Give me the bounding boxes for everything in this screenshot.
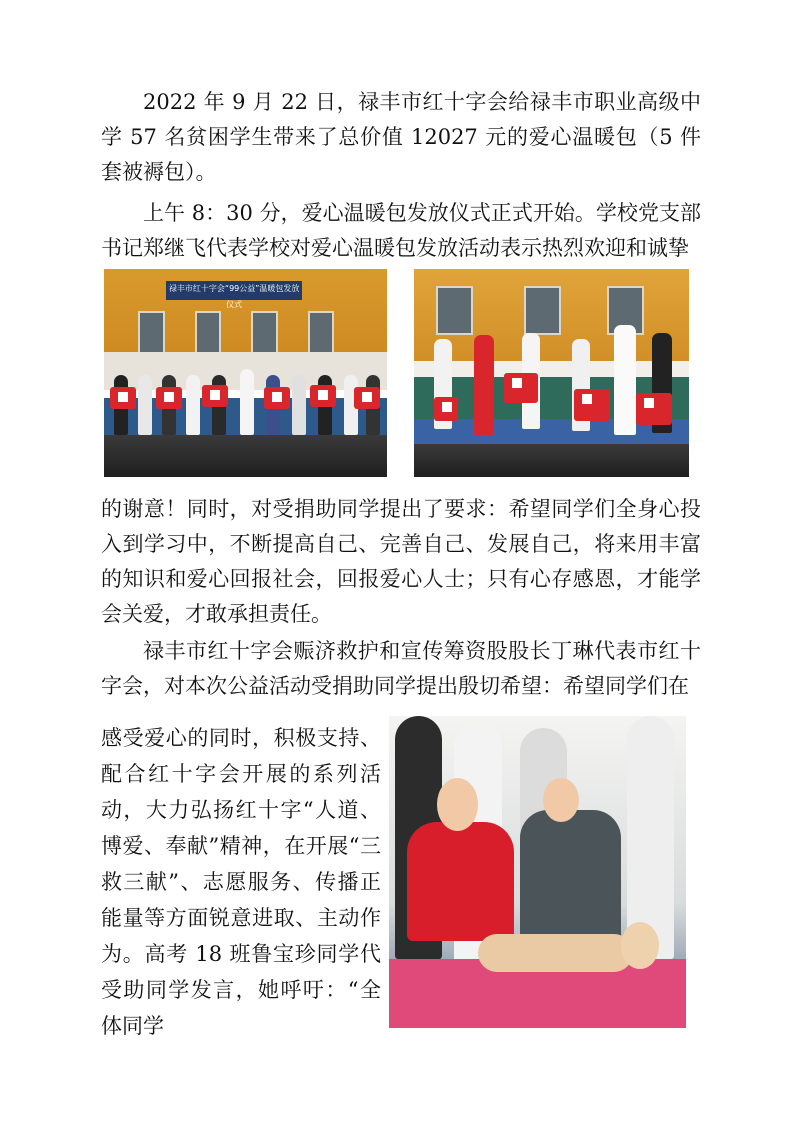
paragraph-5: 感受爱心的同时，积极支持、配合红十字会开展的系列活动，大力弘扬红十字“人道、博爱、奉献”精神，在开展“三救三献”、志愿服务、传播正能量等方面锐意进取、主动作为。高考 18 班鲁宝珍同学代受助同学发言，她呼吁：“全体同学 — [101, 726, 381, 1038]
paragraph-4: 禄丰市红十字会赈济救护和宣传筹资股股长丁琳代表市红十字会，对本次公益活动受捐助同学提出殷切希望：希望同学们在 — [101, 639, 701, 698]
paragraph-2: 上午 8：30 分，爱心温暖包发放仪式正式开始。学校党支部书记郑继飞代表学校对爱心温暖包发放活动表示热烈欢迎和诚挚 — [101, 201, 701, 260]
ceremony-photo-right — [414, 269, 689, 477]
paragraph-1: 2022 年 9 月 22 日，禄丰市红十字会给禄丰市职业高级中学 57 名贫困学生带来了总价值 12027 元的爱心温暖包（5 件套被褥包）。 — [101, 90, 701, 184]
ceremony-photo-left — [104, 269, 387, 477]
ceremony-banner: 禄丰市红十字会“99公益”温暖包发放仪式 — [166, 281, 302, 300]
paragraph-3: 的谢意！同时，对受捐助同学提出了要求：希望同学们全身心投入到学习中，不断提高自己、完善自己、发展自己，将来用丰富的知识和爱心回报社会，回报爱心人士；只有心存感恩，才能学会关爱，才敢承担责任。 — [101, 497, 701, 626]
cpr-training-photo — [389, 716, 686, 1028]
